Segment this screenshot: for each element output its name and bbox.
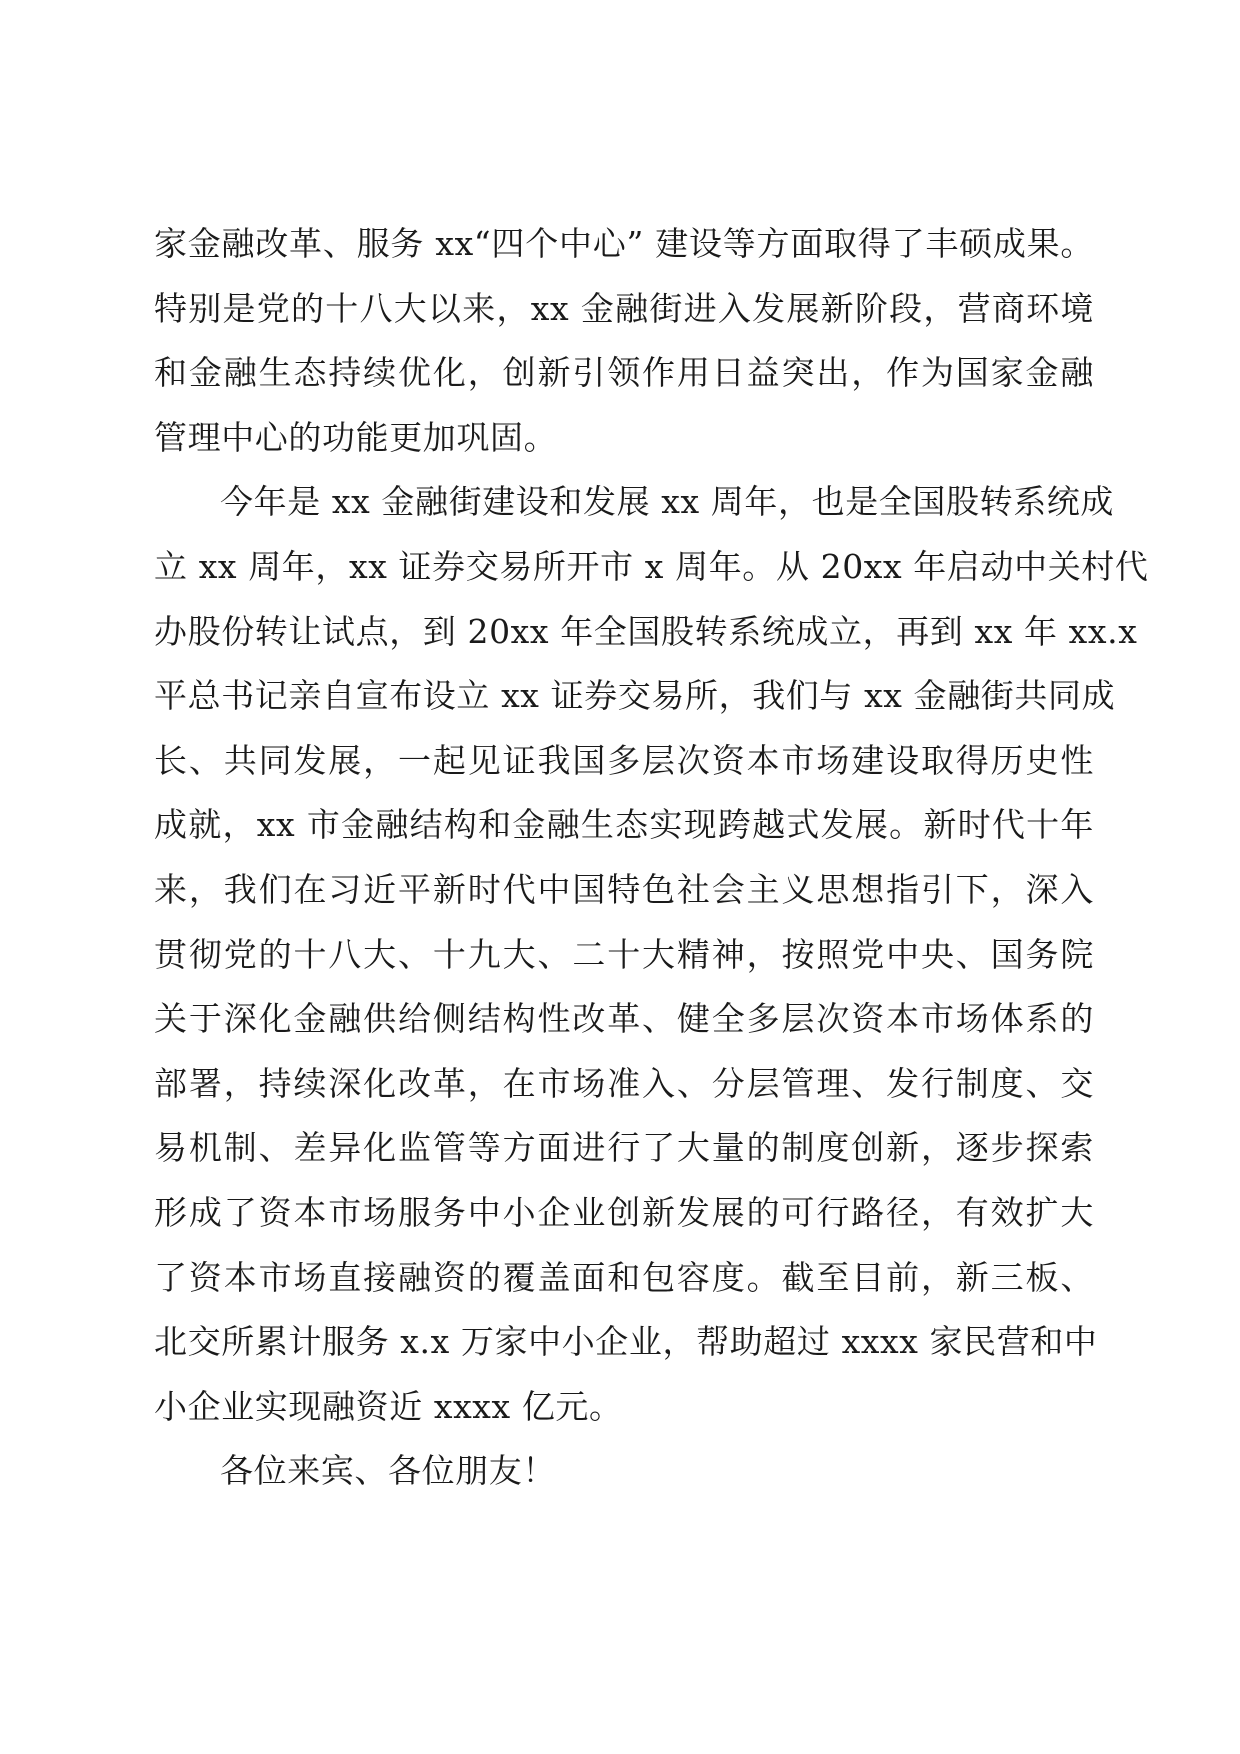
document-body (154, 212, 1149, 1504)
text-line: 了资本市场直接融资的覆盖面和包容度。截至目前，新三板、 (154, 1257, 1094, 1297)
text-line: 家金融改革、服务 xx“四个中心” 建设等方面取得了丰硕成果。 (154, 224, 1094, 263)
text-line: 来，我们在习近平新时代中国特色社会主义思想指引下，深入 (154, 869, 1094, 909)
paragraph-2 (154, 470, 1149, 1439)
text-line: 特别是党的十八大以来，xx 金融街进入发展新阶段，营商环境 (154, 288, 1094, 328)
text-line: 管理中心的功能更加巩固。 (154, 417, 558, 457)
text-line: 平总书记亲自宣布设立 xx 证券交易所，我们与 xx 金融街共同成 (154, 676, 1116, 716)
text-line: 关于深化金融供给侧结构性改革、健全多层次资本市场体系的 (154, 999, 1094, 1039)
text-line: 和金融生态持续优化，创新引领作用日益突出，作为国家金融 (154, 353, 1094, 393)
text-line: 办股份转让试点，到 20xx 年全国股转系统成立，再到 xx 年 xx.x (154, 611, 1138, 651)
paragraph-1 (154, 212, 1094, 470)
text-line: 立 xx 周年，xx 证券交易所开市 x 周年。从 20xx 年启动中关村代 (154, 546, 1149, 586)
text-line: 北交所累计服务 x.x 万家中小企业，帮助超过 xxxx 家民营和中 (154, 1322, 1098, 1362)
text-line: 长、共同发展，一起见证我国多层次资本市场建设取得历史性 (154, 740, 1094, 780)
paragraph-3 (154, 1439, 1094, 1504)
text-line: 贯彻党的十八大、十九大、二十大精神，按照党中央、国务院 (154, 934, 1094, 974)
text-line: 部署，持续深化改革，在市场准入、分层管理、发行制度、交 (154, 1063, 1094, 1103)
text-line: 易机制、差异化监管等方面进行了大量的制度创新，逐步探索 (154, 1128, 1094, 1168)
text-line: 成就，xx 市金融结构和金融生态实现跨越式发展。新时代十年 (154, 805, 1094, 845)
text-line: 各位来宾、各位朋友！ (220, 1451, 556, 1491)
text-line: 今年是 xx 金融街建设和发展 xx 周年，也是全国股转系统成 (220, 482, 1115, 522)
text-line: 小企业实现融资近 xxxx 亿元。 (154, 1386, 623, 1426)
text-line: 形成了资本市场服务中小企业创新发展的可行路径，有效扩大 (154, 1192, 1094, 1232)
